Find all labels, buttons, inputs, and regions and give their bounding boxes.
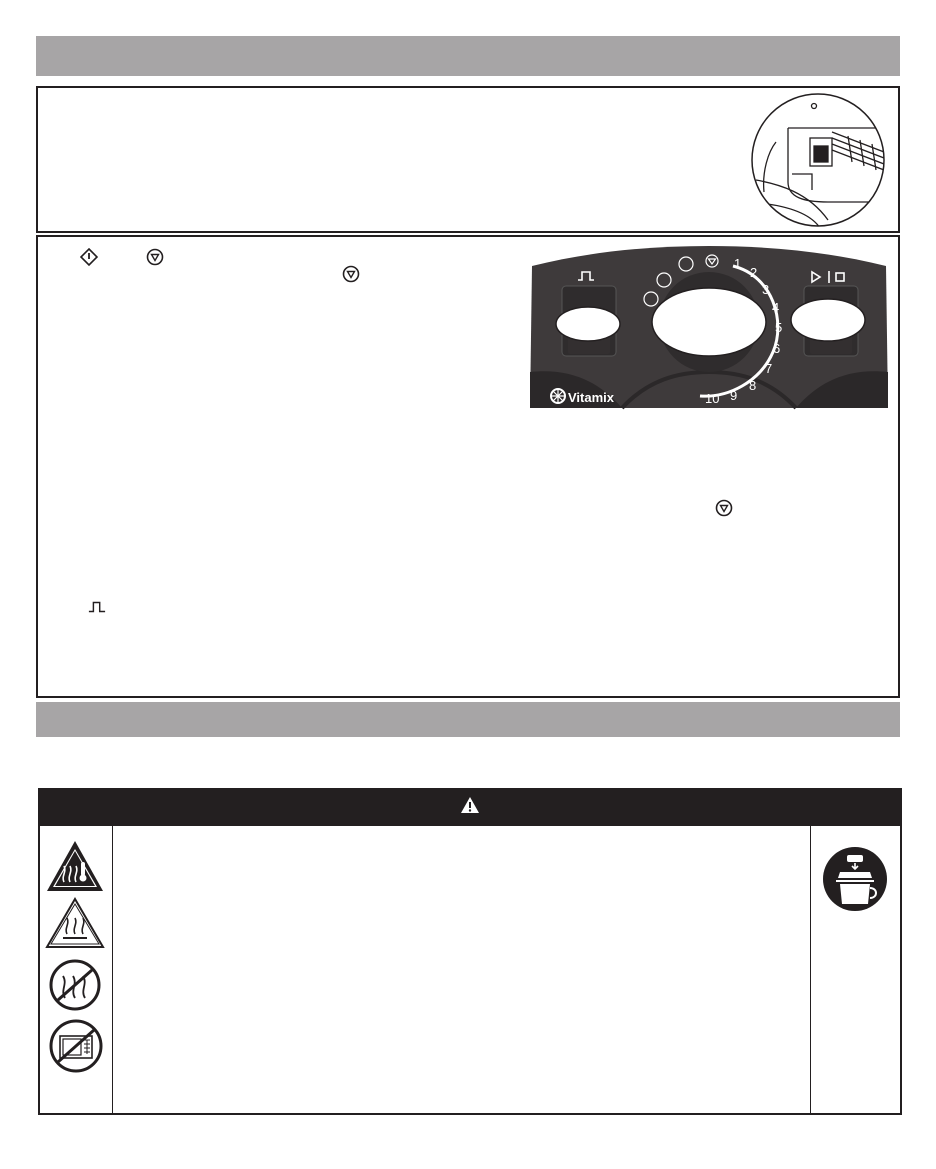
- warning-triangle-icon: [460, 796, 480, 819]
- pulse-switch[interactable]: [556, 286, 620, 356]
- down-triangle-circle-icon: [342, 265, 360, 283]
- svg-text:10: 10: [705, 391, 720, 406]
- svg-text:3: 3: [762, 282, 770, 297]
- warning-header-bar: [38, 788, 902, 826]
- svg-text:4: 4: [772, 300, 780, 315]
- svg-text:Vitamix: Vitamix: [568, 390, 615, 405]
- svg-text:8: 8: [749, 378, 757, 393]
- pulse-square-wave-icon: [88, 598, 108, 612]
- svg-text:1: 1: [734, 256, 742, 271]
- svg-text:7: 7: [765, 361, 773, 376]
- no-microwave-icon: [48, 1018, 104, 1079]
- no-steam-icon: [48, 958, 102, 1017]
- warning-left-divider: [112, 826, 113, 1114]
- section-header-band-middle: [36, 702, 900, 737]
- section-header-band-top: [36, 36, 900, 76]
- svg-text:2: 2: [750, 265, 758, 280]
- reset-switch-inset-image: [748, 92, 888, 228]
- down-triangle-circle-icon: [146, 248, 164, 266]
- hot-liquid-thermometer-icon: [44, 838, 106, 899]
- svg-text:5: 5: [775, 320, 783, 335]
- start-diamond-icon: [80, 248, 98, 266]
- svg-text:6: 6: [773, 341, 781, 356]
- warning-right-divider: [810, 826, 811, 1114]
- warning-box: [38, 788, 902, 1115]
- lid-secure-icon: [822, 846, 888, 917]
- control-panel-illustration: [528, 240, 890, 412]
- hot-surface-icon: [44, 896, 106, 955]
- down-triangle-circle-icon: [715, 499, 733, 517]
- svg-text:9: 9: [730, 388, 738, 403]
